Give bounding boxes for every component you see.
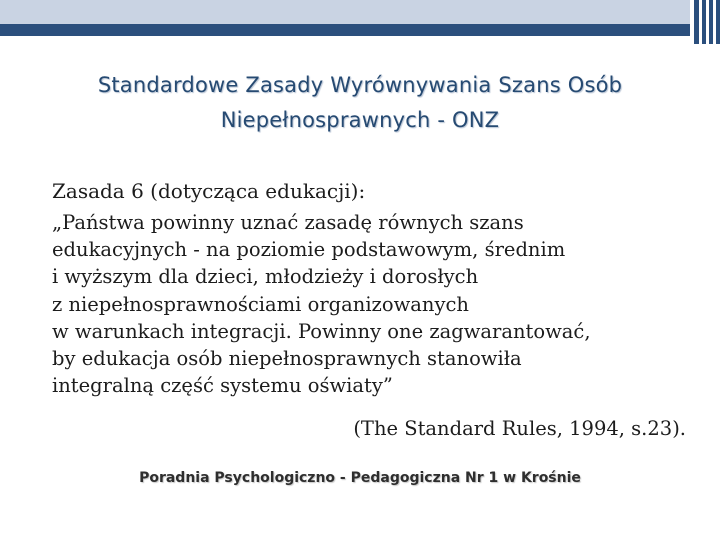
quote-line: „Państwa powinny uznać zasadę równych szans (52, 211, 524, 234)
quote-line: edukacyjnych - na poziomie podstawowym, średnim (52, 238, 566, 262)
stripe (702, 0, 706, 44)
top-decorative-bar (0, 0, 720, 38)
stripe (709, 0, 713, 44)
rule-heading: Zasada 6 (dotycząca edukacji): (52, 179, 366, 203)
top-band-dark (0, 24, 690, 36)
quote-line: w warunkach integracji. Powinny one zagwarantować, (52, 319, 591, 343)
footer-institution: Poradnia Psychologiczno - Pedagogiczna Nr 1 w Krośnie (139, 470, 581, 486)
quote-block (52, 209, 702, 399)
slide-title-line-1: Standardowe Zasady Wyrównywania Szans Osób (97, 73, 623, 97)
quote-line: i wyższym dla dzieci, młodzieży i dorosłych (52, 265, 479, 289)
quote-line: integralną część systemu oświaty” (52, 374, 393, 398)
citation: (The Standard Rules, 1994, s.23). (353, 417, 686, 440)
top-band-light (0, 0, 690, 24)
stripe (694, 0, 699, 44)
quote-line: z niepełnosprawnościami organizowanych (52, 292, 469, 316)
quote-line: by edukacja osób niepełnosprawnych stanowiła (52, 347, 522, 371)
stripe (716, 0, 720, 44)
top-right-stripes (690, 0, 720, 44)
slide-title-line-2: Niepełnosprawnych - ONZ (220, 108, 500, 132)
slide-title (30, 68, 690, 138)
